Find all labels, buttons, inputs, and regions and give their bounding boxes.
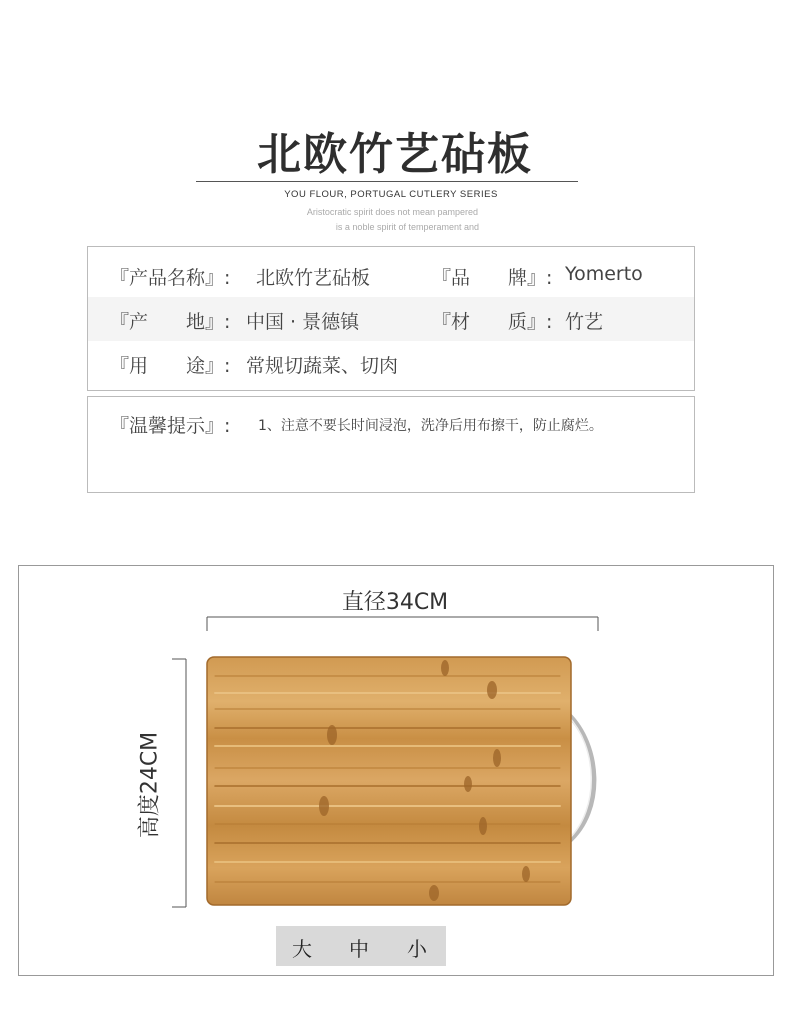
origin-label: 『产 地』: — [110, 311, 231, 333]
material-label: 『材 质』: — [432, 311, 553, 333]
usage-label: 『用 途』: — [110, 355, 231, 377]
size-selector — [276, 926, 446, 966]
tip-text: 1、注意不要长时间浸泡，洗净后用布擦干，防止腐烂。 — [258, 418, 603, 434]
size-medium[interactable]: 中 — [349, 937, 369, 961]
width-dimension-bracket — [207, 617, 598, 631]
name-label: 『产品名称』: — [110, 267, 231, 289]
height-dimension-bracket — [172, 659, 186, 907]
width-dimension-label: 直径34CM — [341, 590, 449, 615]
name-value: 北欧竹艺砧板 — [256, 267, 371, 289]
page-title: 北欧竹艺砧板 — [257, 129, 533, 180]
tagline-line-2: is a noble spirit of temperament and — [335, 222, 479, 232]
size-small[interactable]: 小 — [407, 937, 427, 961]
tip-label: 『温馨提示』: — [110, 415, 231, 437]
height-dimension-label: 高度24CM — [137, 731, 163, 839]
tagline-line-1: Aristocratic spirit does not mean pampered — [306, 207, 478, 217]
bamboo-board — [207, 657, 571, 905]
brand-value: Yomerto — [565, 263, 643, 285]
size-large[interactable]: 大 — [292, 937, 312, 961]
origin-value: 中国 · 景德镇 — [246, 311, 360, 333]
material-value: 竹艺 — [565, 311, 604, 333]
series-subtitle: YOU FLOUR, PORTUGAL CUTLERY SERIES — [284, 189, 498, 200]
brand-label: 『品 牌』: — [432, 267, 553, 289]
usage-value: 常规切蔬菜、切肉 — [246, 355, 399, 377]
